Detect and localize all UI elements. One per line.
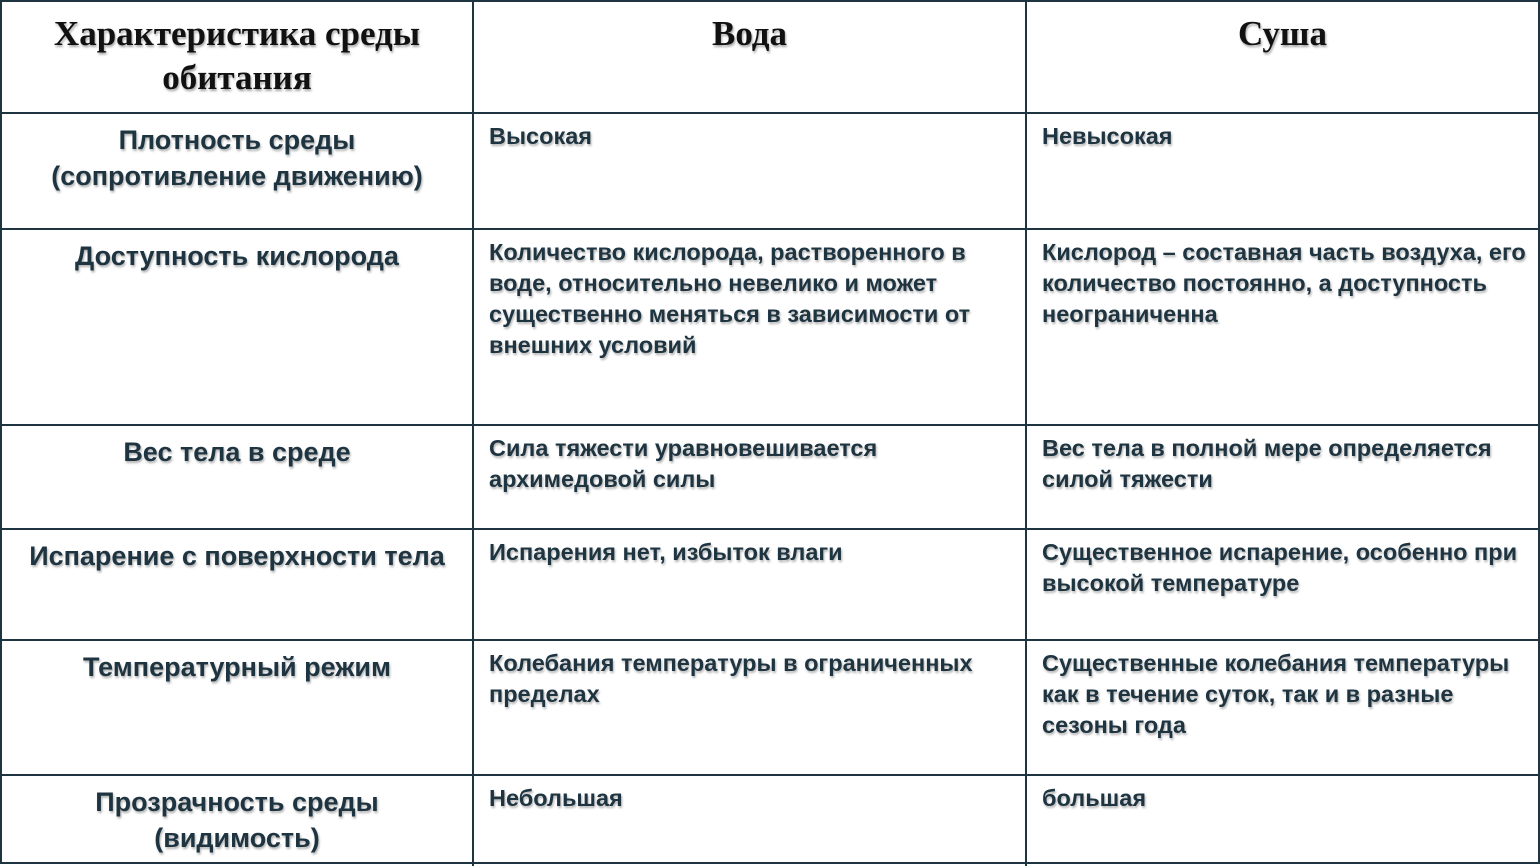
row-water-value: Колебания температуры в ограниченных пределах xyxy=(474,641,1027,774)
table-row xyxy=(2,228,1538,424)
row-land-value: большая xyxy=(1042,785,1147,811)
row-water-value: Количество кислорода, растворенного в воде, относительно невелико и может существенно меняться в зависимости от внешних условий xyxy=(474,230,1027,424)
row-characteristic: Вес тела в среде xyxy=(2,426,474,528)
table-row xyxy=(2,424,1538,528)
row-land-value: Существенное испарение, особенно при высокой температуре xyxy=(1042,539,1518,596)
row-water-value: Небольшая xyxy=(474,776,1027,866)
row-water-value: Высокая xyxy=(474,114,1027,228)
header-characteristic: Характеристика среды обитания xyxy=(2,2,474,112)
table-row xyxy=(2,112,1538,228)
row-characteristic: Испарение с поверхности тела xyxy=(2,530,474,639)
row-water-value: Испарения нет, избыток влаги xyxy=(474,530,1027,639)
row-characteristic: Прозрачность среды (видимость) xyxy=(2,776,474,866)
row-characteristic: Температурный режим xyxy=(2,641,474,774)
table-row xyxy=(2,639,1538,774)
row-land-value: Невысокая xyxy=(1042,123,1173,149)
row-characteristic: Плотность среды (сопротивление движению) xyxy=(2,114,474,228)
row-land-value: Вес тела в полной мере определяется силой тяжести xyxy=(1042,435,1492,492)
row-land-value: Существенные колебания температуры как в течение суток, так и в разные сезоны года xyxy=(1042,650,1510,738)
row-characteristic: Доступность кислорода xyxy=(2,230,474,424)
table-row xyxy=(2,774,1538,866)
row-water-value: Сила тяжести уравновешивается архимедовой силы xyxy=(474,426,1027,528)
header-land: Суша xyxy=(1238,14,1327,53)
table-header-row xyxy=(2,2,1538,112)
table-row xyxy=(2,528,1538,639)
header-water: Вода xyxy=(474,2,1027,112)
row-land-value: Кислород – составная часть воздуха, его количество постоянно, а доступность неограниченна xyxy=(1042,239,1526,327)
